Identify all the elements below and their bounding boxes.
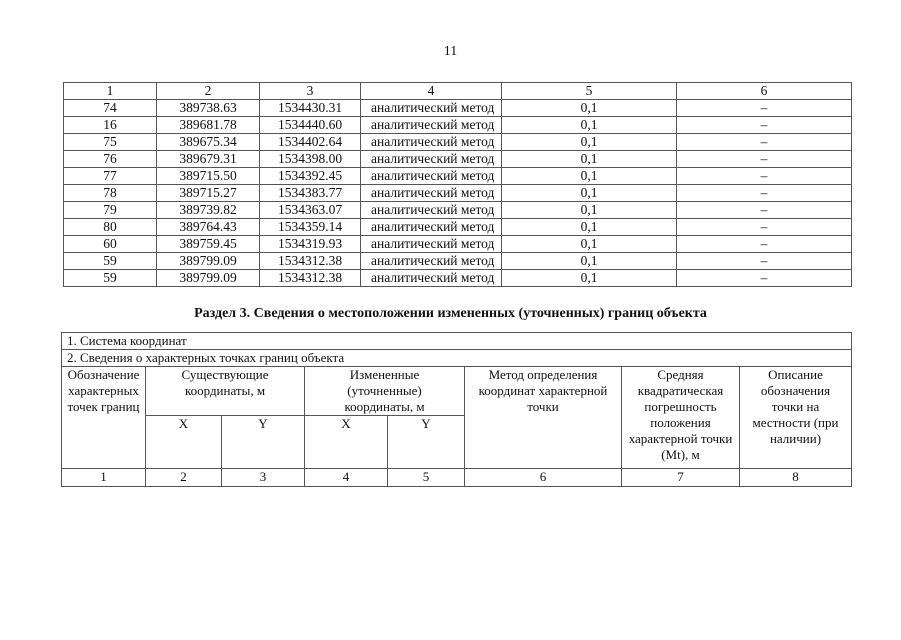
cell-description: 6 (677, 83, 852, 100)
cell-coord-x: 389679.31 (157, 151, 260, 168)
cell-accuracy: 0,1 (502, 100, 677, 117)
table-row (64, 202, 852, 219)
header-designation: Обозначение характерных точек границ (62, 367, 146, 469)
cell-accuracy: 0,1 (502, 202, 677, 219)
cell-method: аналитический метод (361, 168, 502, 185)
cell-method: аналитический метод (361, 202, 502, 219)
cell-description: – (677, 151, 852, 168)
cell-coord-x: 389738.63 (157, 100, 260, 117)
table-row (64, 236, 852, 253)
cell-method: аналитический метод (361, 253, 502, 270)
table-row (64, 100, 852, 117)
cell-point-number: 80 (64, 219, 157, 236)
cell-method: аналитический метод (361, 117, 502, 134)
colnum-5: 5 (388, 469, 465, 487)
header-existing-coords: Существующие координаты, м (146, 367, 305, 416)
cell-method: аналитический метод (361, 219, 502, 236)
cell-coord-y: 1534392.45 (260, 168, 361, 185)
cell-coord-y: 1534398.00 (260, 151, 361, 168)
cell-coord-y: 1534402.64 (260, 134, 361, 151)
header-changed-y: Y (388, 416, 465, 469)
cell-description: – (677, 236, 852, 253)
cell-point-number: 16 (64, 117, 157, 134)
coord-system-label: 1. Система координат (62, 333, 852, 350)
table-row (64, 185, 852, 202)
cell-description: – (677, 117, 852, 134)
column-numbers-row (62, 469, 852, 487)
cell-coord-x: 389799.09 (157, 270, 260, 287)
cell-accuracy: 0,1 (502, 151, 677, 168)
cell-coord-y: 1534312.38 (260, 253, 361, 270)
cell-accuracy: 0,1 (502, 134, 677, 151)
cell-description: – (677, 270, 852, 287)
cell-coord-x: 389681.78 (157, 117, 260, 134)
header-row (64, 83, 852, 100)
cell-coord-x: 389715.27 (157, 185, 260, 202)
cell-coord-x: 389715.50 (157, 168, 260, 185)
colnum-6: 6 (465, 469, 622, 487)
cell-description: – (677, 100, 852, 117)
header-description: Описание обозначения точки на местности (при наличии) (740, 367, 852, 469)
colnum-1: 1 (62, 469, 146, 487)
cell-description: – (677, 134, 852, 151)
table-row (64, 219, 852, 236)
table-row (64, 253, 852, 270)
cell-method: аналитический метод (361, 151, 502, 168)
cell-coord-x: 2 (157, 83, 260, 100)
header-method: Метод определения координат характерной точки (465, 367, 622, 469)
colnum-3: 3 (222, 469, 305, 487)
table-row (64, 117, 852, 134)
cell-coord-x: 389799.09 (157, 253, 260, 270)
colnum-4: 4 (305, 469, 388, 487)
cell-coord-x: 389764.43 (157, 219, 260, 236)
coordinates-table (63, 82, 852, 287)
cell-method: аналитический метод (361, 236, 502, 253)
cell-coord-x: 389675.34 (157, 134, 260, 151)
header-existing-y: Y (222, 416, 305, 469)
cell-accuracy: 0,1 (502, 168, 677, 185)
table-row (64, 168, 852, 185)
cell-accuracy: 0,1 (502, 236, 677, 253)
points-info-label: 2. Сведения о характерных точках границ объекта (62, 350, 852, 367)
cell-coord-y: 1534383.77 (260, 185, 361, 202)
cell-coord-y: 3 (260, 83, 361, 100)
table-row (64, 151, 852, 168)
cell-point-number: 75 (64, 134, 157, 151)
header-accuracy: Средняя квадратическая погрешность положения характерной точки (Mt), м (622, 367, 740, 469)
changed-boundaries-table (61, 332, 852, 487)
cell-coord-y: 1534430.31 (260, 100, 361, 117)
cell-accuracy: 0,1 (502, 117, 677, 134)
cell-coord-x: 389739.82 (157, 202, 260, 219)
cell-description: – (677, 202, 852, 219)
cell-accuracy: 5 (502, 83, 677, 100)
cell-method: аналитический метод (361, 100, 502, 117)
cell-coord-y: 1534319.93 (260, 236, 361, 253)
cell-description: – (677, 185, 852, 202)
cell-method: 4 (361, 83, 502, 100)
cell-accuracy: 0,1 (502, 219, 677, 236)
header-changed-x: X (305, 416, 388, 469)
cell-point-number: 60 (64, 236, 157, 253)
cell-point-number: 1 (64, 83, 157, 100)
coord-system-row (62, 333, 852, 350)
cell-coord-x: 389759.45 (157, 236, 260, 253)
cell-point-number: 74 (64, 100, 157, 117)
colnum-2: 2 (146, 469, 222, 487)
header-row (62, 367, 852, 416)
cell-point-number: 59 (64, 253, 157, 270)
cell-coord-y: 1534312.38 (260, 270, 361, 287)
cell-point-number: 59 (64, 270, 157, 287)
points-info-row (62, 350, 852, 367)
cell-coord-y: 1534359.14 (260, 219, 361, 236)
cell-method: аналитический метод (361, 185, 502, 202)
cell-accuracy: 0,1 (502, 185, 677, 202)
cell-method: аналитический метод (361, 270, 502, 287)
cell-point-number: 77 (64, 168, 157, 185)
table-row (64, 134, 852, 151)
section-title: Раздел 3. Сведения о местоположении измененных (уточненных) границ объекта (194, 306, 707, 321)
cell-point-number: 78 (64, 185, 157, 202)
colnum-8: 8 (740, 469, 852, 487)
cell-point-number: 76 (64, 151, 157, 168)
cell-method: аналитический метод (361, 134, 502, 151)
cell-accuracy: 0,1 (502, 253, 677, 270)
cell-description: – (677, 253, 852, 270)
cell-description: – (677, 168, 852, 185)
colnum-7: 7 (622, 469, 740, 487)
cell-description: – (677, 219, 852, 236)
header-changed-coords: Измененные (уточненные) координаты, м (305, 367, 465, 416)
table-row (64, 270, 852, 287)
cell-accuracy: 0,1 (502, 270, 677, 287)
cell-coord-y: 1534363.07 (260, 202, 361, 219)
cell-coord-y: 1534440.60 (260, 117, 361, 134)
cell-point-number: 79 (64, 202, 157, 219)
page-number: 11 (443, 44, 458, 59)
header-existing-x: X (146, 416, 222, 469)
